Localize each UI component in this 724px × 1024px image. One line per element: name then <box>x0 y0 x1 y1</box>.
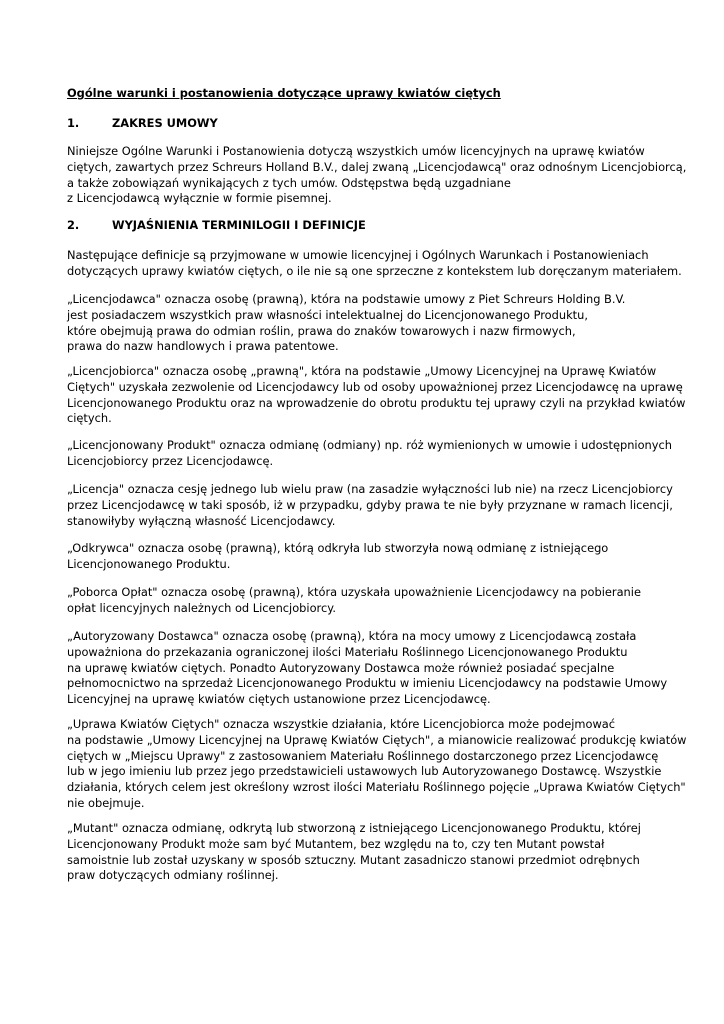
section-heading-2 <box>67 218 366 234</box>
section-title: WYJAŚNIENIA TERMINILOGII I DEFINICJE <box>112 218 366 232</box>
paragraph-line: na podstawie „Umowy Licencyjnej na Uprawę Kwiatów Ciętych", a mianowicie realizować produkcję kwiatów <box>67 732 687 747</box>
paragraph-line: „Uprawa Kwiatów Ciętych" oznacza wszystkie działania, które Licencjobiorca może podejmować <box>67 717 616 731</box>
section-title: ZAKRES UMOWY <box>112 116 218 130</box>
paragraph-line: „Poborca Opłat" oznacza osobę (prawną), która uzyskała upoważnienie Licencjodawcy na pobieranie <box>67 585 641 599</box>
paragraph-line: praw dotyczących odmiany roślinnej. <box>67 868 279 883</box>
paragraph-line: stanowiłyby wyłączną własność Licencjodawcy. <box>67 513 336 528</box>
paragraph-line: prawa do nazw handlowych i prawa patentowe. <box>67 339 339 354</box>
paragraph-line: Licencjobiorcy przez Licencjodawcę. <box>67 453 274 468</box>
definition-autoryzowany-dostawca <box>67 629 667 708</box>
paragraph-line: Licencjonowanego Produktu oraz na wprowadzenie do obrotu produktu tej uprawy czyli na przykład kwiatów <box>67 395 686 410</box>
paragraph-line: „Odkrywca" oznacza osobę (prawną), którą odkryła lub stworzyła nową odmianę z istniejącego <box>67 541 609 555</box>
paragraph-line: samoistnie lub został uzyskany w sposób sztuczny. Mutant zasadniczo stanowi przedmiot odrębnych <box>67 852 640 867</box>
definition-mutant <box>67 821 667 884</box>
paragraph-line: pełnomocnictwo na sprzedaż Licencjonowanego Produktu w imieniu Licencjodawcy na podstawie Umowy <box>67 676 668 691</box>
paragraph-line: z Licencjodawcą wyłącznie w formie pisemnej. <box>67 191 332 206</box>
paragraph-line: dotyczących uprawy kwiatów ciętych, o ile nie są one sprzeczne z kontekstem lub doręczanym materiałem. <box>67 263 682 278</box>
section-heading-1 <box>67 116 218 132</box>
document-title: Ogólne warunki i postanowienia dotyczące uprawy kwiatów ciętych <box>67 86 501 100</box>
paragraph-line: opłat licencyjnych należnych od Licencjobiorcy. <box>67 600 336 615</box>
section-number: 2. <box>67 218 80 232</box>
paragraph-line: ciętych. <box>67 411 112 426</box>
paragraph-line: Licencjonowany Produkt może sam być Mutantem, bez względu na to, czy ten Mutant powstał <box>67 836 605 851</box>
paragraph-line: Licencyjnej na uprawę kwiatów ciętych ustanowione przez Licencjodawcę. <box>67 692 491 707</box>
paragraph-line: lub w jego imieniu lub przez jego przedstawicieli ustawowych lub Autoryzowanego Dostawcę. Wszystkie <box>67 764 662 779</box>
paragraph-line: a także zobowiązań wynikających z tych umów. Odstępstwa będą uzgadniane <box>67 175 511 190</box>
paragraph-line: Ciętych" uzyskała zezwolenie od Licencjodawcy lub od osoby upoważnionej przez Licencjodawcę na uprawę <box>67 379 683 394</box>
paragraph-line: „Autoryzowany Dostawca" oznacza osobę (prawną), która na mocy umowy z Licencjodawcą została <box>67 629 637 643</box>
paragraph-line: ciętych w „Miejscu Uprawy" z zastosowaniem Materiału Roślinnego dostarczonego przez Licencjodawcę <box>67 748 659 763</box>
paragraph-line: na uprawę kwiatów ciętych. Ponadto Autoryzowany Dostawca może również posiadać specjalne <box>67 660 615 675</box>
paragraph-line: jest posiadaczem wszystkich praw własności intelektualnej do Licencjonowanego Produktu, <box>67 307 588 322</box>
paragraph-intro <box>67 248 682 280</box>
definition-licencja <box>67 482 673 529</box>
section-number: 1. <box>67 116 80 130</box>
paragraph-line: Niniejsze Ogólne Warunki i Postanowienia dotyczą wszystkich umów licencyjnych na uprawę kwiatów <box>67 144 645 158</box>
paragraph-line: „Licencjobiorca" oznacza osobę „prawną", która na podstawie „Umowy Licencyjnej na Uprawę Kwiatów <box>67 364 657 378</box>
paragraph-line: upoważniona do przekazania ograniczonej ilości Materiału Roślinnego Licencjonowanego Produktu <box>67 644 628 659</box>
paragraph-scope <box>67 144 687 207</box>
paragraph-line: Licencjonowanego Produktu. <box>67 556 231 571</box>
paragraph-line: nie obejmuje. <box>67 795 145 810</box>
paragraph-line: „Licencja" oznacza cesję jednego lub wielu praw (na zasadzie wyłączności lub nie) na rzecz Licencjobiorcy <box>67 482 673 496</box>
definition-licencjodawca <box>67 292 667 355</box>
definition-poborca-oplat <box>67 585 667 617</box>
definition-uprawa-kwiatow-cietych <box>67 717 687 812</box>
paragraph-line: działania, których celem jest określony wzrost ilości Materiału Roślinnego pojęcie „Uprawa Kwiatów Ciętych" <box>67 780 686 795</box>
paragraph-line: „Licencjodawca" oznacza osobę (prawną), która na podstawie umowy z Piet Schreurs Holding B.V. <box>67 292 626 306</box>
paragraph-line: ciętych, zawartych przez Schreurs Holland B.V., dalej zwaną „Licencjodawcą" oraz odnośnym Licencjobiorcą, <box>67 159 687 174</box>
paragraph-line: przez Licencjodawcę w taki sposób, iż w przypadku, gdyby prawa te nie były przyznane w ramach licencji, <box>67 497 673 512</box>
paragraph-line: „Mutant" oznacza odmianę, odkrytą lub stworzoną z istniejącego Licencjonowanego Produktu, której <box>67 821 641 835</box>
paragraph-line: które obejmują prawa do odmian roślin, prawa do znaków towarowych i nazw firmowych, <box>67 323 576 338</box>
definition-licencjonowany-produkt <box>67 438 672 470</box>
paragraph-line: Następujące definicje są przyjmowane w umowie licencyjnej i Ogólnych Warunkach i Postanowieniach <box>67 248 649 262</box>
definition-licencjobiorca <box>67 364 686 427</box>
paragraph-line: „Licencjonowany Produkt" oznacza odmianę (odmiany) np. róż wymienionych w umowie i udostępnionych <box>67 438 672 452</box>
definition-odkrywca <box>67 541 667 573</box>
